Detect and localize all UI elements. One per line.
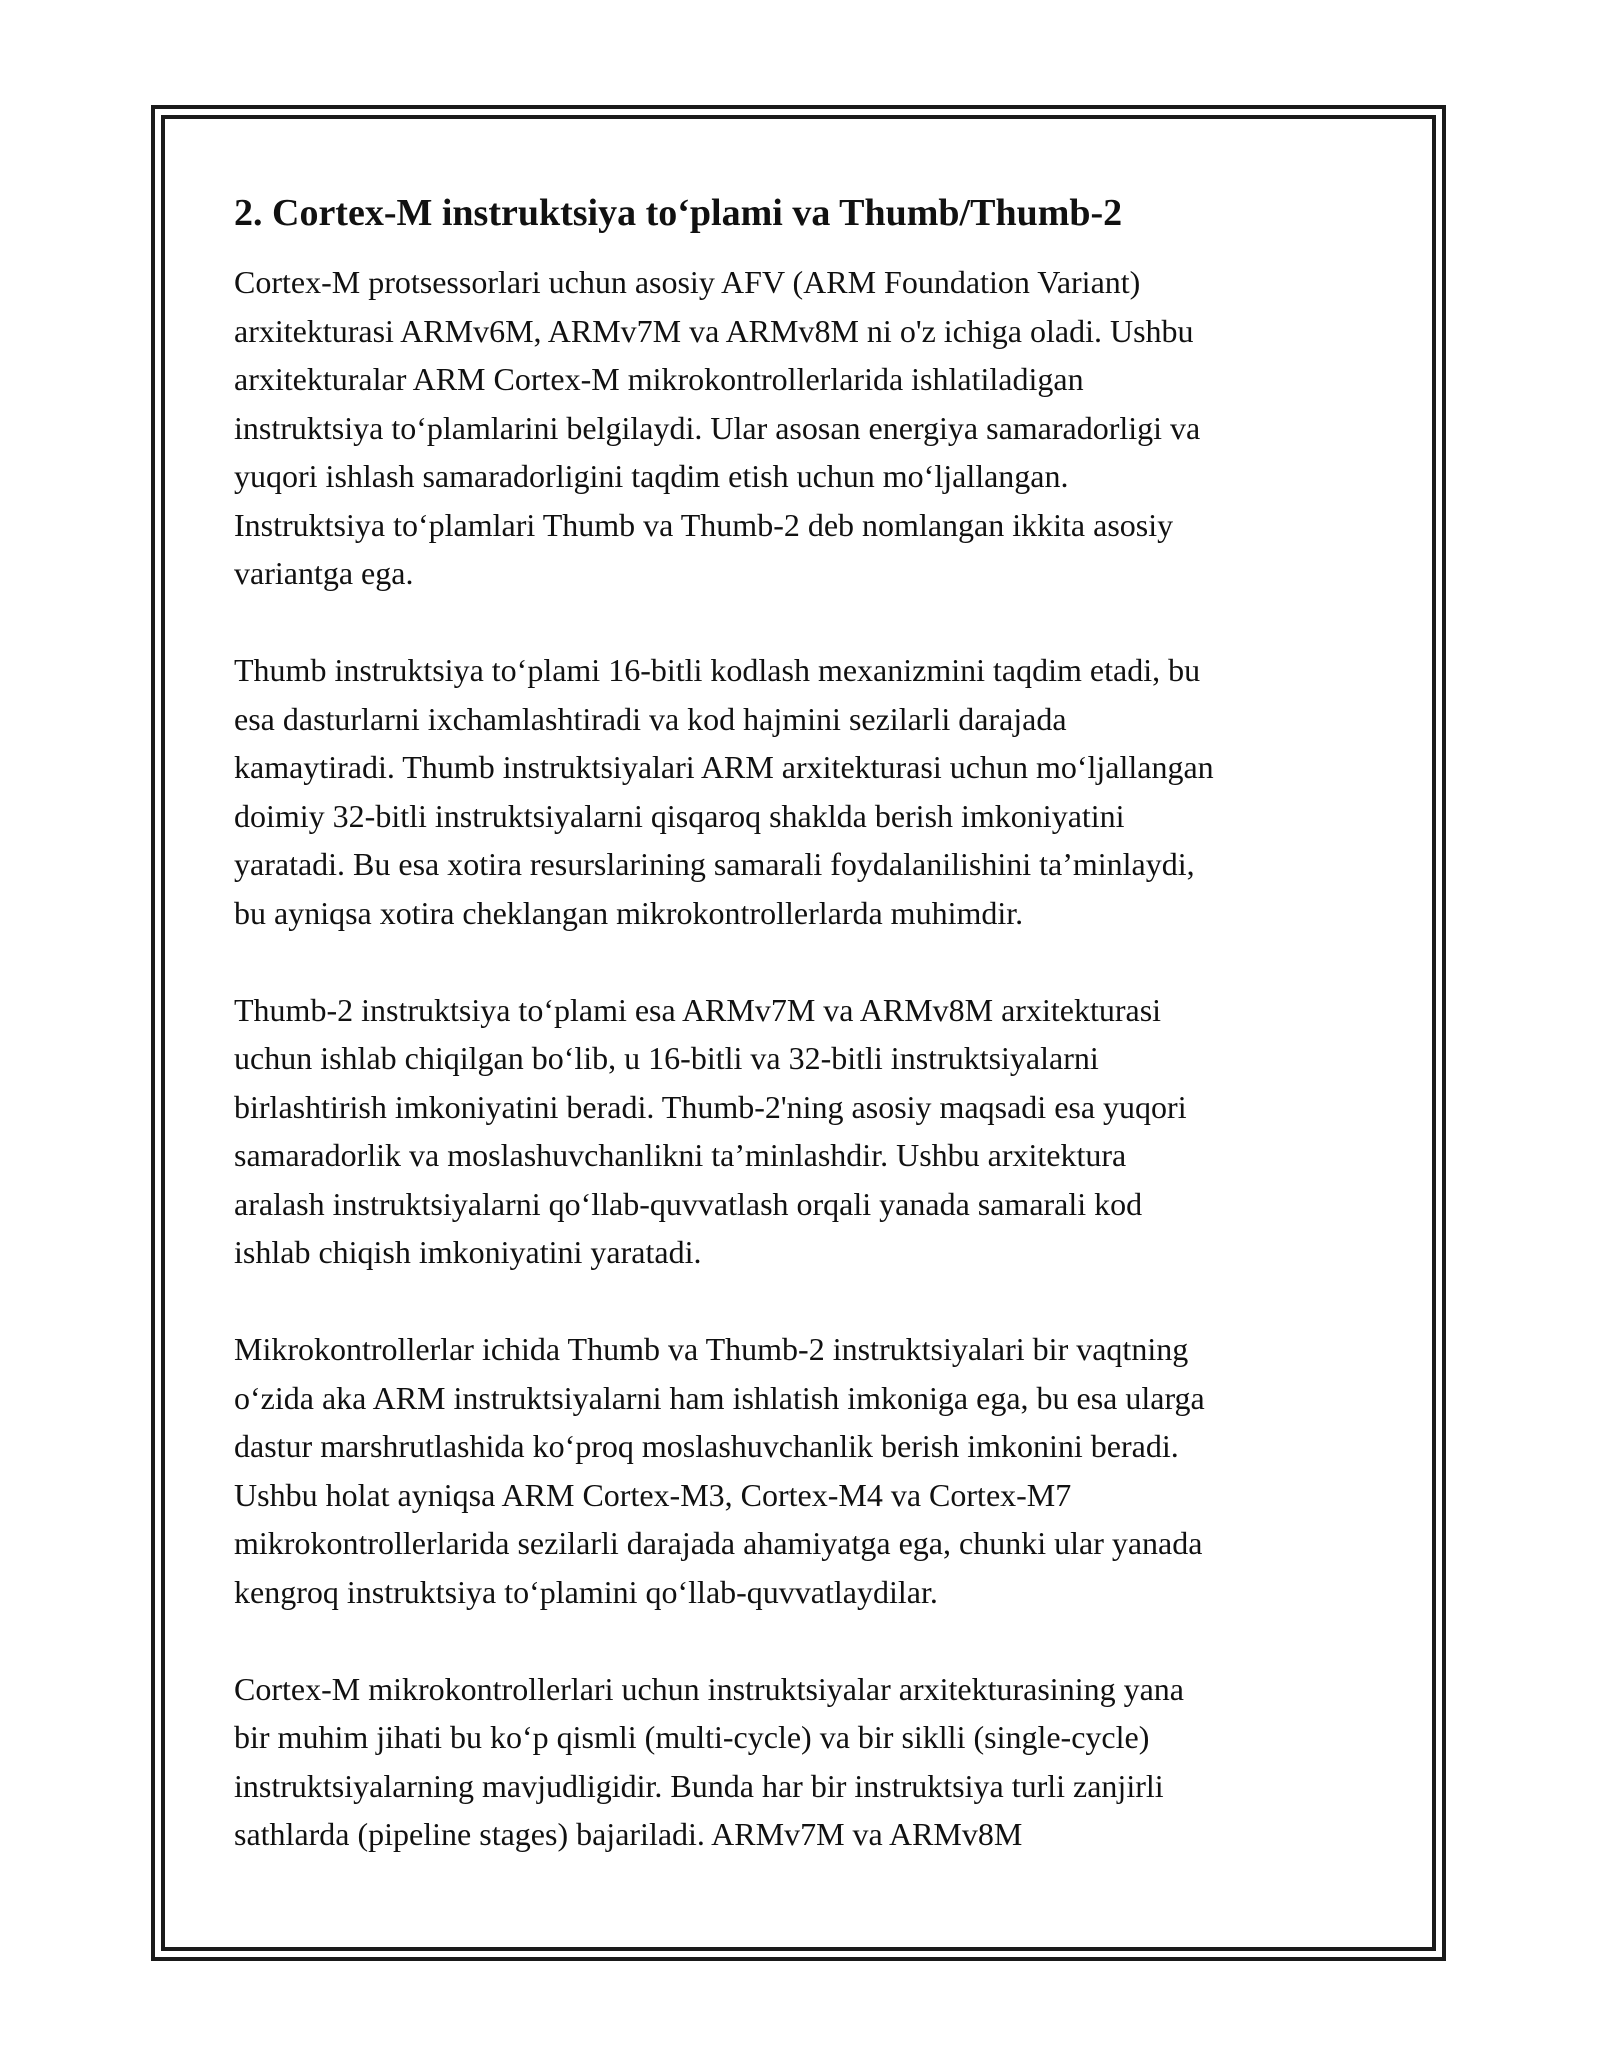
text-line: aralash instruktsiyalarni qo‘llab-quvvatlash orqali yanada samarali kod: [234, 1185, 1143, 1222]
text-line: samaradorlik va moslashuvchanlikni ta’minlashdir. Ushbu arxitektura: [234, 1137, 1127, 1173]
text-line: instruktsiya to‘plamlarini belgilaydi. Ular asosan energiya samaradorligi va: [234, 409, 1201, 446]
text-line: uchun ishlab chiqilgan bo‘lib, u 16-bitli va 32-bitli instruktsiyalarni: [234, 1040, 1099, 1076]
text-line: doimiy 32-bitli instruktsiyalarni qisqaroq shaklda berish imkoniyatini: [234, 797, 1125, 834]
text-line: arxitekturasi ARMv6M, ARMv7M va ARMv8M ni o'z ichiga oladi. Ushbu: [234, 312, 1194, 349]
text-line: bir muhim jihati bu ko‘p qismli (multi-cycle) va bir siklli (single-cycle): [234, 1719, 1150, 1755]
text-line: ishlab chiqish imkoniyatini yaratadi.: [234, 1234, 702, 1270]
paragraph-4: [234, 1325, 1364, 1616]
paragraph-2: [234, 646, 1364, 937]
text-line: kengroq instruktsiya to‘plamini qo‘llab-quvvatlaydilar.: [234, 1573, 938, 1610]
text-line: Cortex-M mikrokontrollerlari uchun instruktsiyalar arxitekturasining yana: [234, 1670, 1184, 1707]
text-line: yaratadi. Bu esa xotira resurslarining samarali foydalanilishini ta’minlaydi,: [234, 846, 1195, 882]
text-line: mikrokontrollerlarida sezilarli darajada ahamiyatga ega, chunki ular yanada: [234, 1525, 1203, 1561]
text-line: Cortex-M protsessorlari uchun asosiy AFV (ARM Foundation Variant): [234, 264, 1141, 300]
paragraph-1: [234, 258, 1364, 598]
text-line: Ushbu holat ayniqsa ARM Cortex-M3, Cortex-M4 va Cortex-M7: [234, 1476, 1072, 1513]
page-content: [234, 188, 1364, 1907]
text-line: o‘zida aka ARM instruktsiyalarni ham ishlatish imkoniga ega, bu esa ularga: [234, 1379, 1205, 1416]
text-line: sathlarda (pipeline stages) bajariladi. ARMv7M va ARMv8M: [234, 1816, 1023, 1852]
text-line: instruktsiyalarning mavjudligidir. Bunda har bir instruktsiya turli zanjirli: [234, 1767, 1164, 1804]
text-line: Instruktsiya to‘plamlari Thumb va Thumb-2 deb nomlangan ikkita asosiy: [234, 506, 1174, 543]
text-line: Mikrokontrollerlar ichida Thumb va Thumb-2 instruktsiyalari bir vaqtning: [234, 1331, 1189, 1367]
text-line: Thumb-2 instruktsiya to‘plami esa ARMv7M va ARMv8M arxitekturasi: [234, 991, 1162, 1028]
text-line: esa dasturlarni ixchamlashtiradi va kod hajmini sezilarli darajada: [234, 700, 1067, 737]
text-line: yuqori ishlash samaradorligini taqdim etish uchun mo‘ljallangan.: [234, 458, 1069, 494]
section-heading: 2. Cortex-M instruktsiya to‘plami va Thumb/Thumb-2: [234, 192, 1123, 234]
text-line: variantga ega.: [234, 555, 414, 591]
paragraph-5: [234, 1665, 1364, 1859]
text-line: arxitekturalar ARM Cortex-M mikrokontrollerlarida ishlatiladigan: [234, 361, 1084, 397]
text-line: dastur marshrutlashida ko‘proq moslashuvchanlik berish imkonini beradi.: [234, 1428, 1179, 1464]
text-line: kamaytiradi. Thumb instruktsiyalari ARM arxitekturasi uchun mo‘ljallangan: [234, 749, 1214, 785]
text-line: Thumb instruktsiya to‘plami 16-bitli kodlash mexanizmini taqdim etadi, bu: [234, 652, 1201, 688]
text-line: birlashtirish imkoniyatini beradi. Thumb-2'ning asosiy maqsadi esa yuqori: [234, 1088, 1187, 1125]
text-line: bu ayniqsa xotira cheklangan mikrokontrollerlarda muhimdir.: [234, 894, 1024, 931]
paragraph-3: [234, 986, 1364, 1277]
